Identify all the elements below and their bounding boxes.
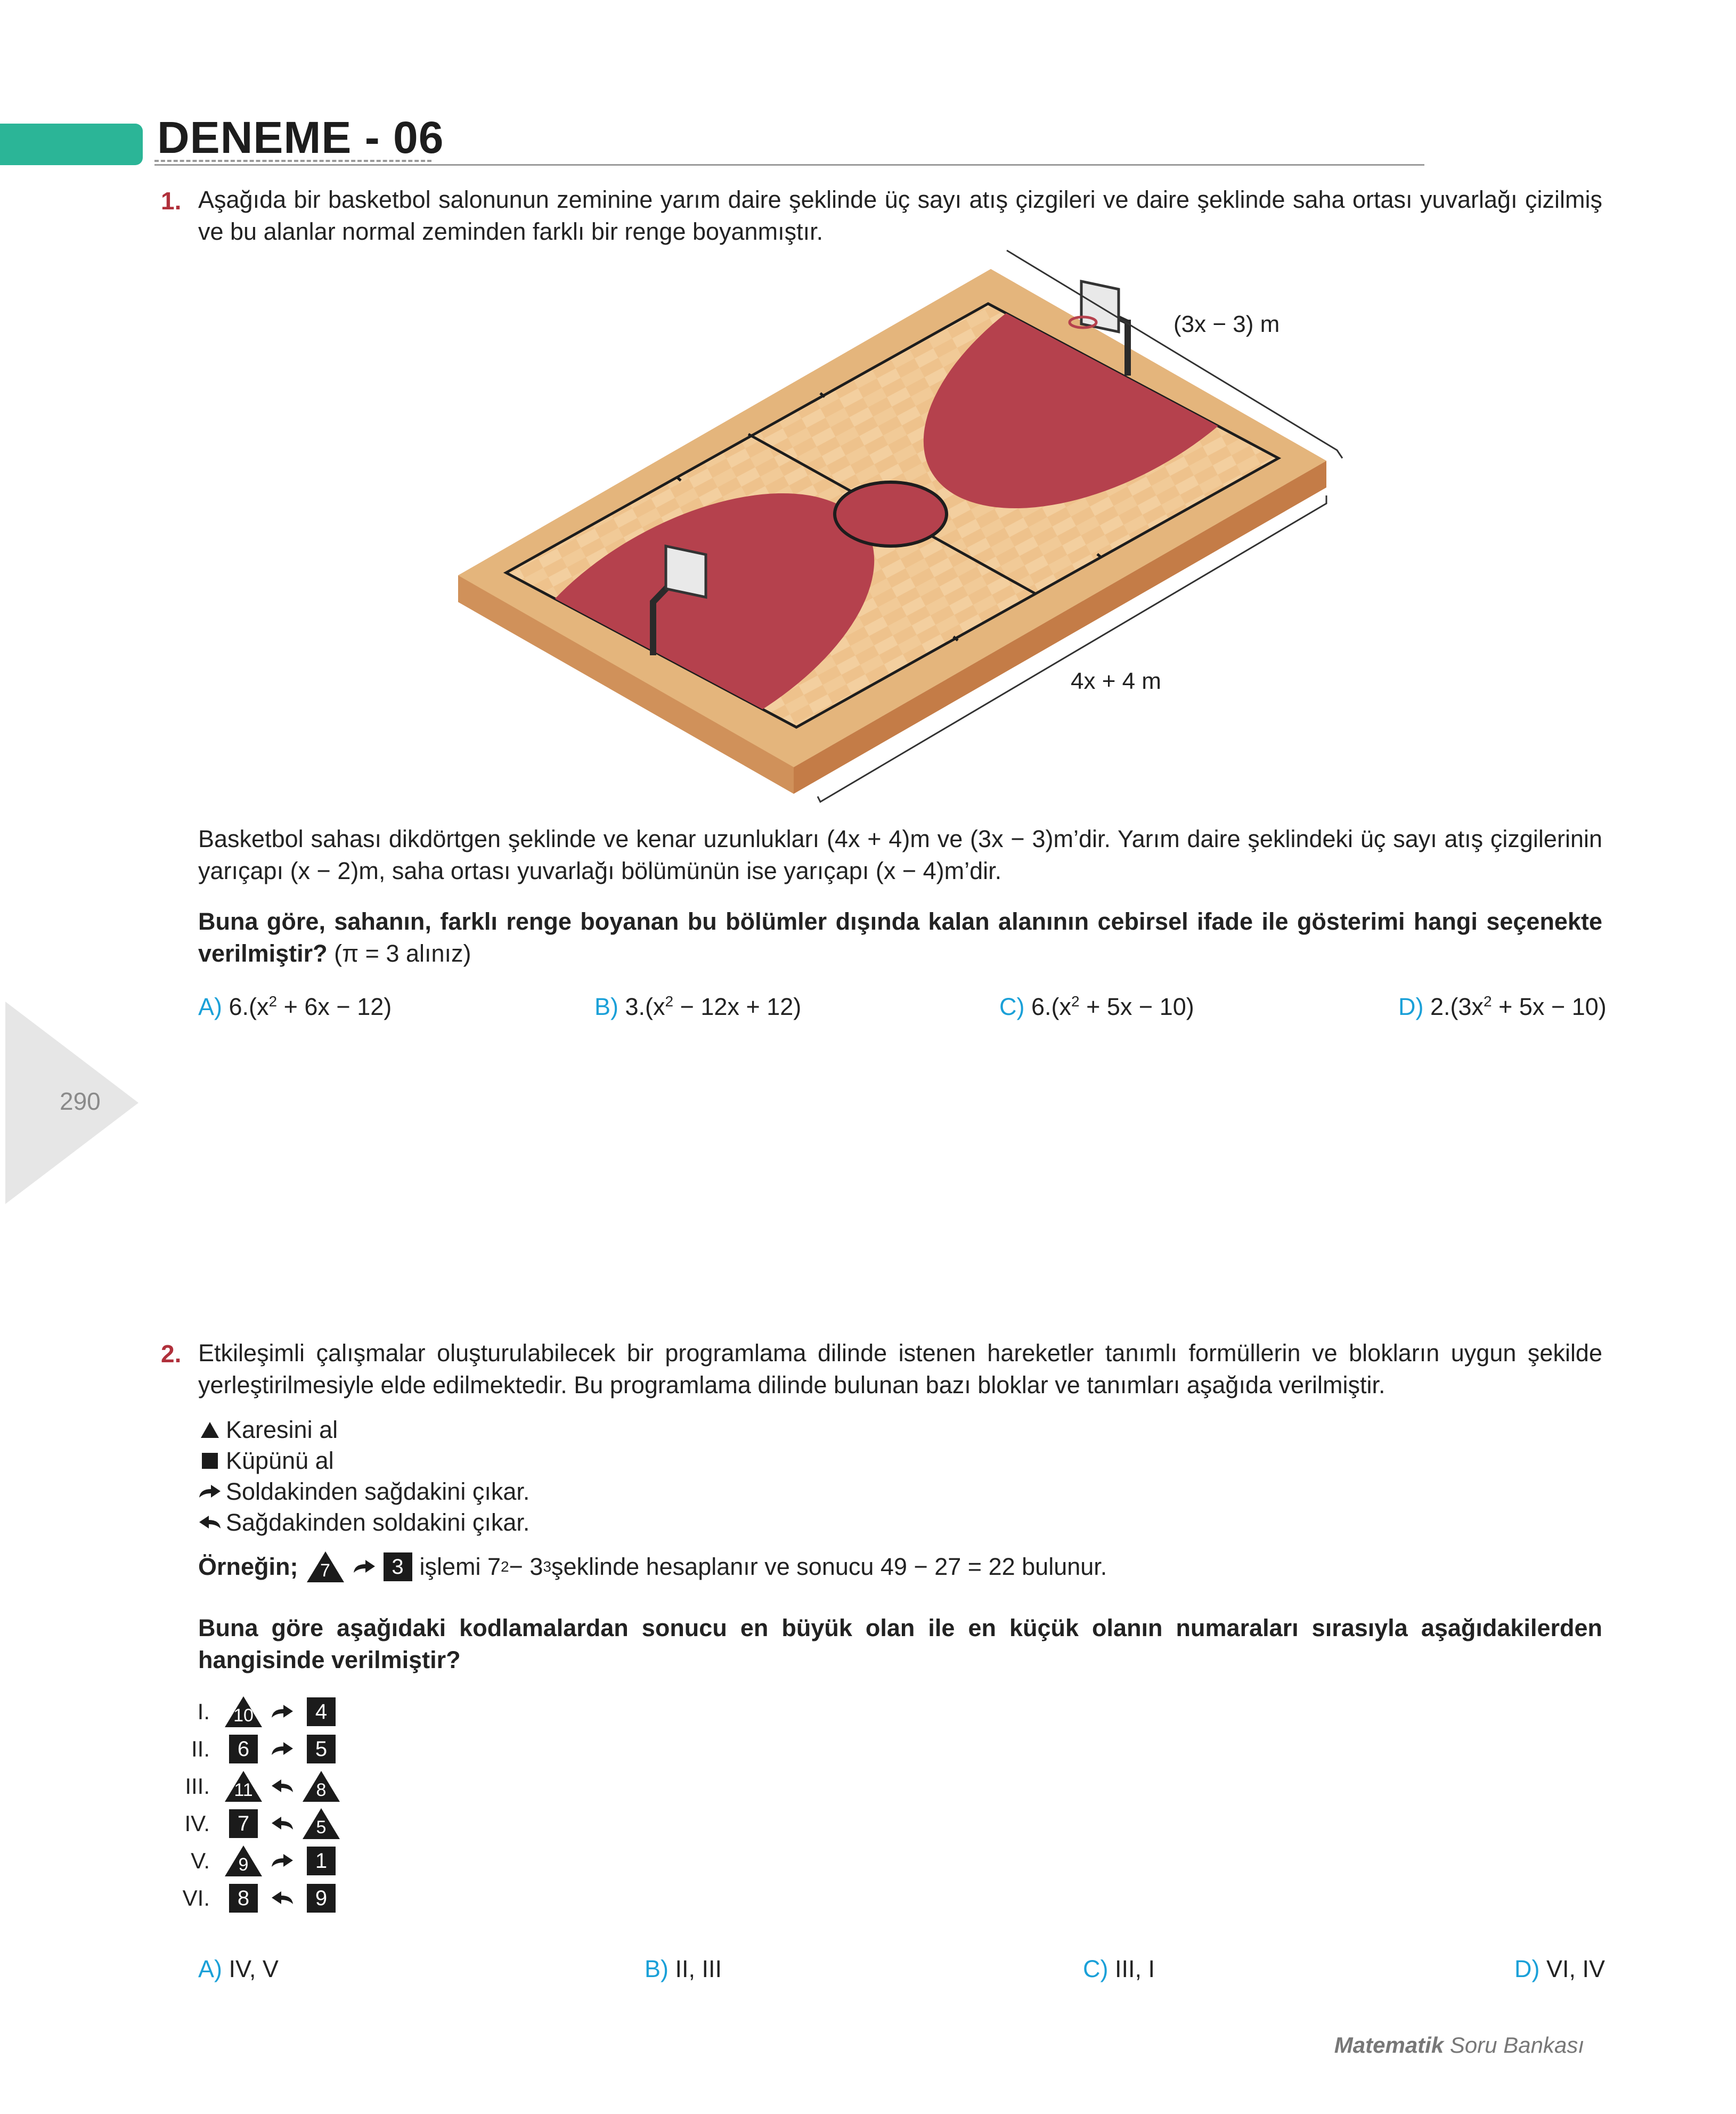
q2-option-a[interactable]: A) IV, V [198,1955,279,1982]
coding-row [165,1693,341,1730]
question-1-stem [198,906,1602,970]
coding-row [165,1768,341,1805]
q1-option-a[interactable]: A) $6.(x^2 + 6x - 12)$ [198,993,392,1020]
page-number: 290 [60,1087,101,1115]
court-length-label: 4x + 4 m [1071,668,1161,694]
q1-option-b[interactable]: B) $3.(x^2 - 12x + 12)$ [594,993,802,1020]
title-dashed-rule [154,160,431,162]
definition-triangle: Karesini al [198,1414,529,1445]
triangle-block: 8 [301,1770,341,1803]
square-block: 5 [307,1735,336,1763]
page-title: DENEME - 06 [157,112,444,162]
arrow-right-icon [268,1704,296,1720]
court-side-label: (3x − 3) m [1173,311,1280,337]
arrow-left-icon [268,1890,296,1906]
example-left-block: 7 [306,1550,345,1583]
arrow-right-icon [351,1559,378,1575]
q1-option-c[interactable]: C) $6.(x^2 + 5x - 10)$ [999,993,1194,1020]
coding-row [165,1880,341,1917]
arrow-right-icon [198,1484,222,1500]
square-icon [198,1452,222,1470]
footer-brand: Matematik Soru Bankası [1334,2032,1584,2058]
arrow-left-icon [198,1515,222,1531]
q1-option-d[interactable]: D) $2.(3x^2 + 5x - 10)$ [1398,993,1607,1020]
question-1-number: 1. [161,187,182,215]
question-1-intro: Aşağıda bir basketbol salonunun zeminine yarım daire şeklinde üç sayı atış çizgileri ve daire şeklinde saha ortası yuvarlağı çizilmiş ve bu alanlar normal zeminden farklı bir renge boyanmıştır. [198,186,1602,245]
block-definitions [198,1414,529,1538]
arrow-left-icon [268,1816,296,1832]
title-rule [154,164,1424,166]
square-block: 7 [229,1809,258,1838]
question-2-number: 2. [161,1340,182,1368]
question-1-stem-text: Buna göre, sahanın, farklı renge boyanan bu bölümler dışında kalan alanının cebirsel ifade ile gösterimi hangi seçenekte verilmiştir? [198,908,1602,967]
triangle-icon [198,1421,222,1439]
coding-list [165,1693,341,1917]
arrow-right-icon [268,1741,296,1757]
example-row: Örneğin; 7 3 işlemi 7 2 − 3 3 şeklinde hesaplanır ve sonucu 49 − 27 = 22 bulunur. [198,1550,1107,1583]
definition-arrow-right: Soldakinden sağdakini çıkar. [198,1476,529,1507]
square-block: 6 [229,1735,258,1763]
question-2-stem: Buna göre aşağıdaki kodlamalardan sonucu en büyük olan ile en küçük olanın numaraları sırasıyla aşağıdakilerden hangisinde verilmiştir? [198,1614,1602,1673]
roman-numeral: I. [197,1699,210,1724]
definition-arrow-left: Sağdakinden soldakini çıkar. [198,1507,529,1538]
q2-option-d[interactable]: D) VI, IV [1514,1955,1605,1982]
coding-row [165,1842,341,1880]
question-1-body: Basketbol sahası dikdörtgen şeklinde ve kenar uzunlukları (4x + 4)m ve (3x − 3)m’dir. Yarım daire şeklindeki üç sayı atış çizgilerinin yarıçapı (x − 2)m, saha ortası yuvarlağı bölümünün ise yarıçapı (x − 4)m’dir. [198,825,1602,884]
square-block: 4 [307,1697,336,1726]
center-circle [835,482,947,546]
roman-numeral: VI. [182,1885,210,1910]
definition-square: Küpünü al [198,1445,529,1476]
roman-numeral: II. [191,1736,210,1761]
triangle-block: 9 [224,1844,263,1877]
arrow-right-icon [268,1853,296,1869]
question-1-note: (π = 3 alınız) [334,940,471,967]
coding-row [165,1805,341,1842]
roman-numeral: V. [191,1848,210,1873]
question-2-intro: Etkileşimli çalışmalar oluşturulabilecek bir programlama dilinde istenen hareketler tanımlı formüllerin ve blokların uygun şekilde yerleştirilmesiyle elde edilmektedir. Bu programlama dilinde bulunan bazı bloklar ve tanımları aşağıda verilmiştir. [198,1339,1602,1399]
square-block: 8 [229,1884,258,1913]
roman-numeral: IV. [184,1811,210,1836]
arrow-left-icon [268,1778,296,1794]
triangle-block: 10 [224,1695,263,1728]
q2-option-c[interactable]: C) III, I [1083,1955,1155,1982]
square-block: 9 [307,1884,336,1913]
roman-numeral: III. [185,1774,210,1799]
square-block: 1 [307,1847,336,1875]
header-accent-bar [0,124,143,165]
q2-option-b[interactable]: B) II, III [645,1955,722,1982]
example-right-block: 3 [384,1552,412,1581]
triangle-block: 5 [301,1807,341,1840]
triangle-block: 11 [224,1770,263,1803]
coding-row [165,1730,341,1768]
